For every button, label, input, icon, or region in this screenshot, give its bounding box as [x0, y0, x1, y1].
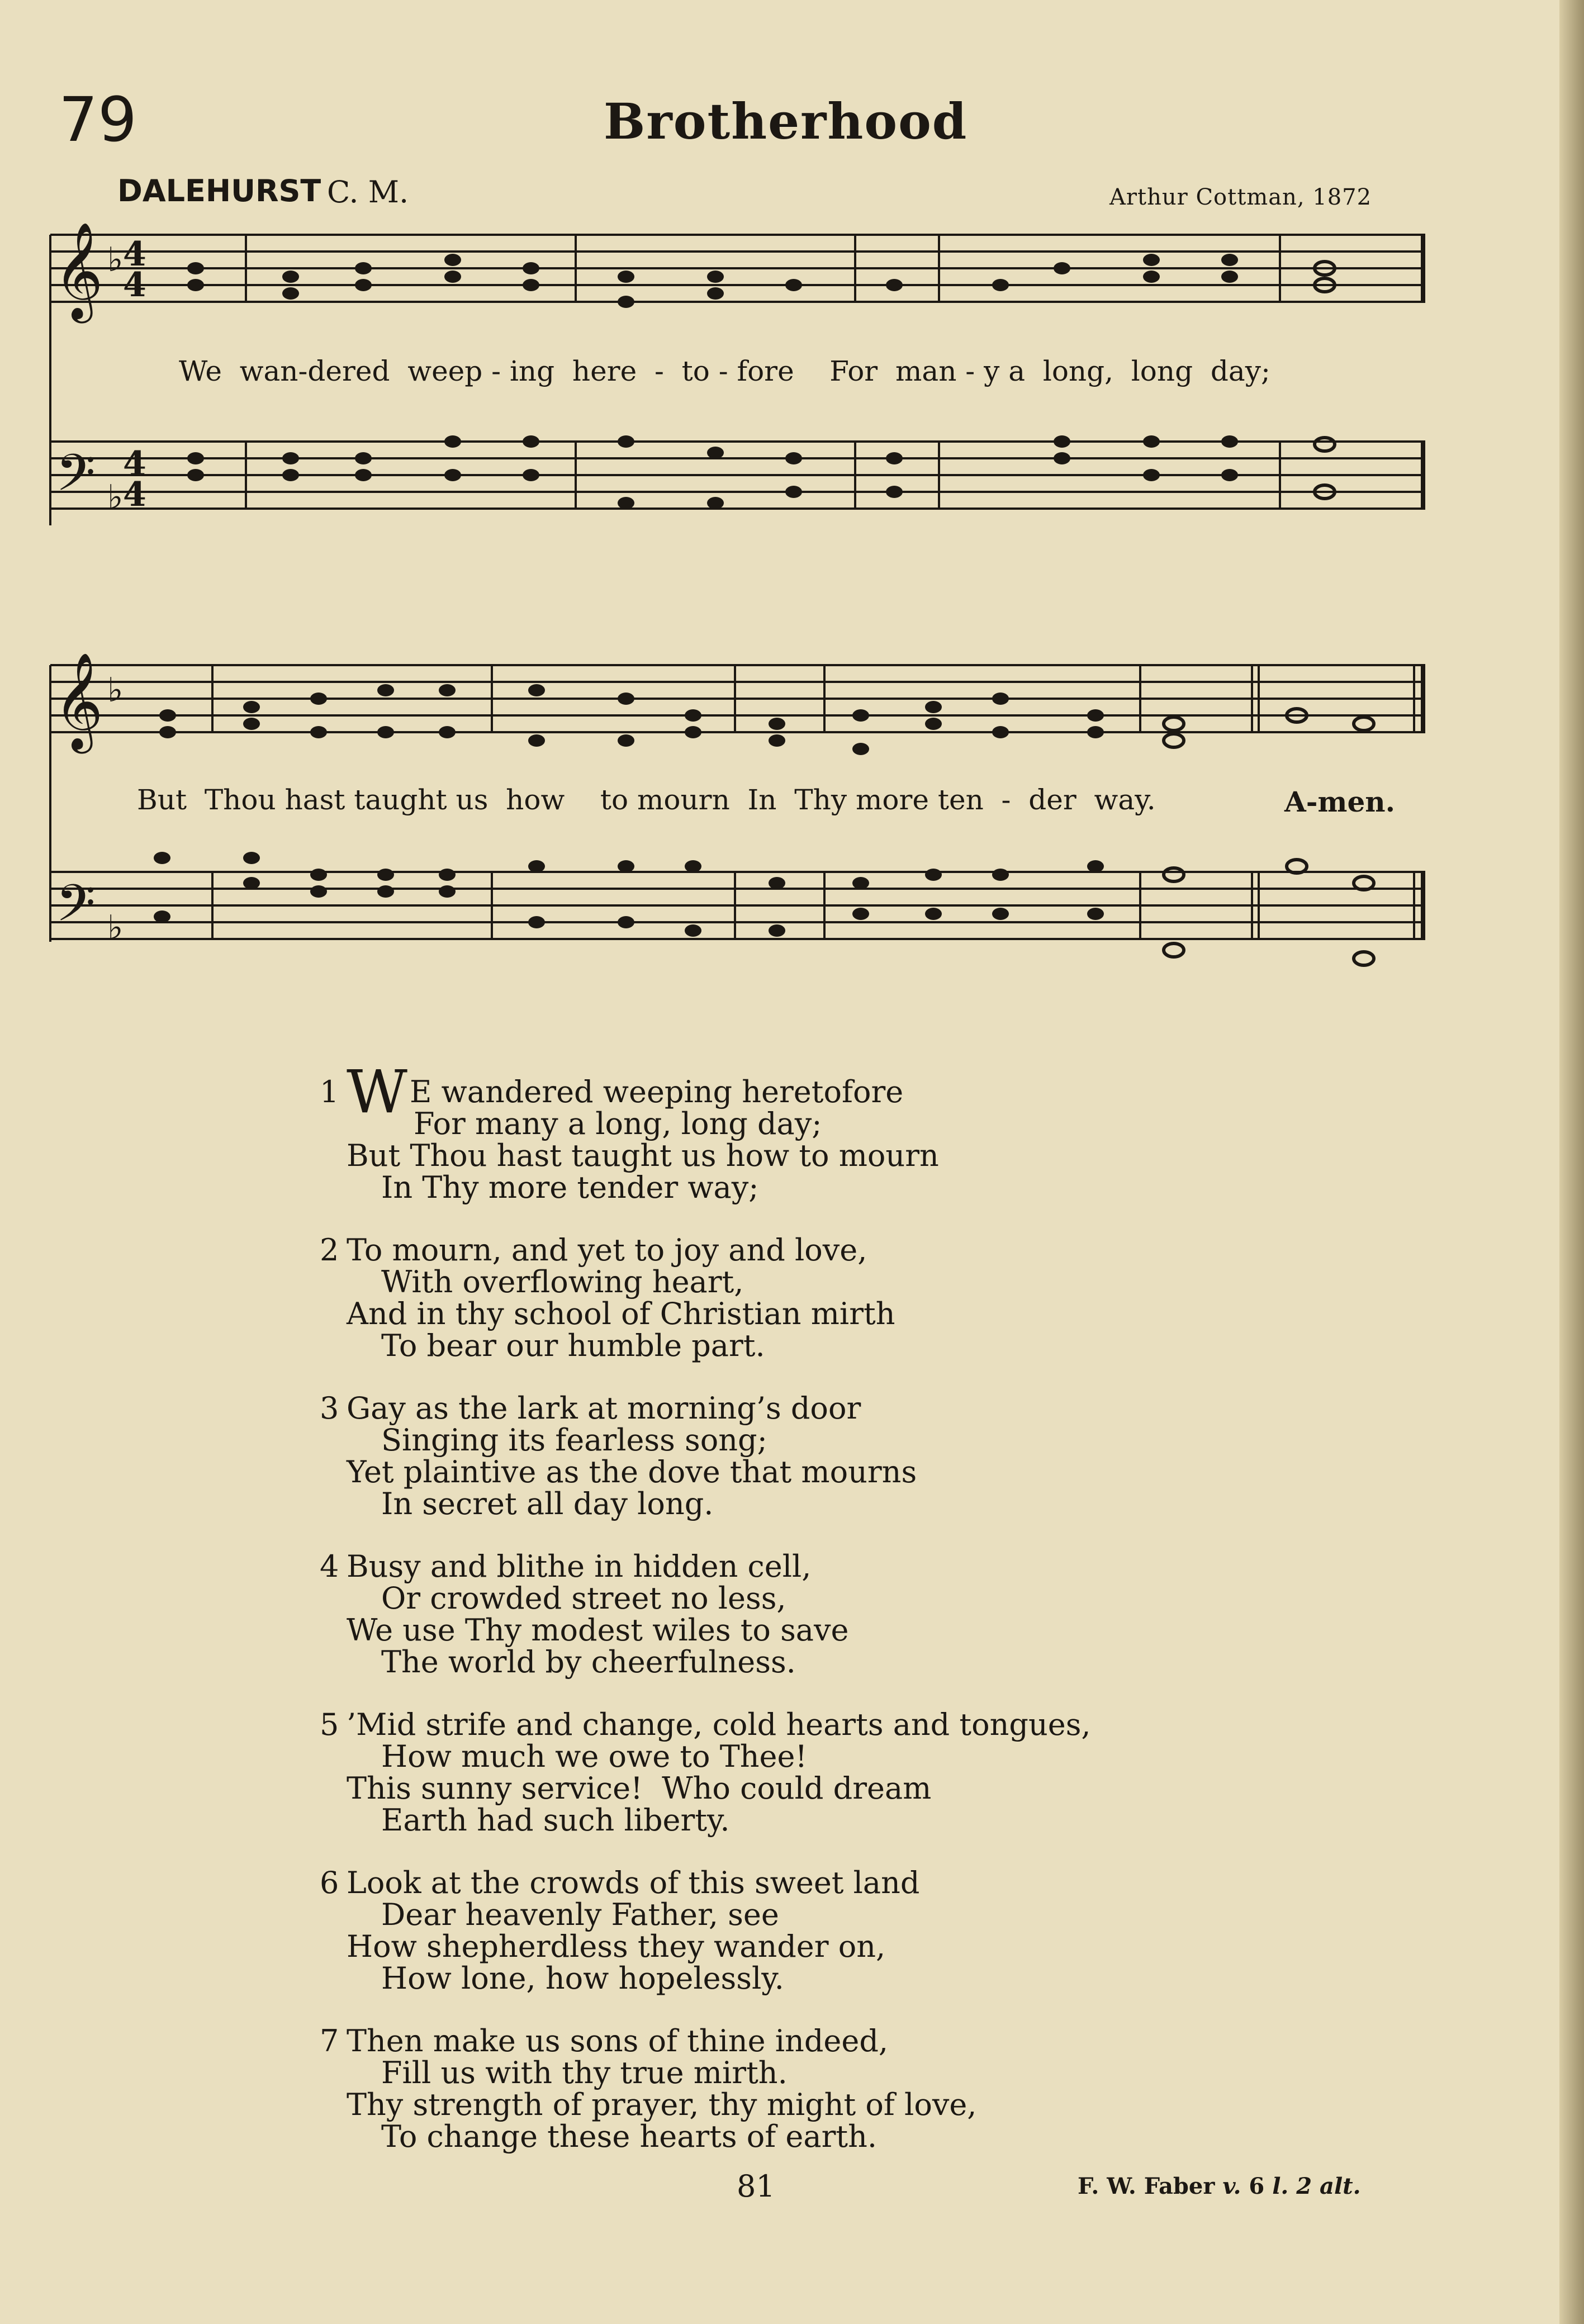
verse-line: With overflowing heart,	[381, 1264, 744, 1299]
verse-line: Or crowded street no less,	[381, 1581, 786, 1616]
svg-text:♭: ♭	[107, 908, 124, 947]
verse-line: Thy strength of prayer, thy might of love,	[347, 2087, 977, 2122]
verse-line: How lone, how hopelessly.	[381, 1961, 784, 1996]
verse-line: But Thou hast taught us how to mourn	[347, 1138, 939, 1173]
verse-first-line: To mourn, and yet to joy and love,	[347, 1232, 867, 1268]
verse-number: 6	[320, 1865, 339, 1900]
verse-line: In Thy more tender way;	[381, 1170, 759, 1205]
music-score	[0, 0, 1584, 1006]
verse-line: In secret all day long.	[381, 1486, 714, 1521]
verse-line	[320, 1391, 1091, 1426]
verse-number: 1	[320, 1074, 339, 1109]
verse-6	[320, 1865, 1091, 1996]
verse-1	[320, 1057, 1091, 1205]
hymn-number: 79	[59, 84, 137, 155]
verse-line: How much we owe to Thee!	[381, 1739, 808, 1774]
verse-first-line: Look at the crowds of this sweet land	[347, 1865, 920, 1900]
verse-4	[320, 1549, 1091, 1680]
author-name: F. W. Faber	[1078, 2173, 1215, 2199]
verse-number: 4	[320, 1549, 339, 1584]
svg-text:𝄢: 𝄢	[56, 443, 96, 515]
verse-first-line: Busy and blithe in hidden cell,	[347, 1549, 812, 1584]
verse-line: Earth had such liberty.	[381, 1803, 730, 1838]
verse-line: Fill us with thy true mirth.	[381, 2055, 788, 2090]
author-note-v: v.	[1222, 2173, 1241, 2199]
verse-first-line: ’Mid strife and change, cold hearts and tongues,	[347, 1707, 1091, 1742]
svg-text:4: 4	[123, 235, 146, 274]
verse-7	[320, 2023, 1091, 2154]
verse-first-line: Gay as the lark at morning’s door	[347, 1391, 861, 1426]
composer: Arthur Cottman, 1872	[1109, 184, 1372, 210]
verse-line	[320, 1549, 1091, 1584]
verse-line	[320, 2023, 1091, 2059]
verse-2	[320, 1232, 1091, 1363]
verse-first-line: Then make us sons of thine indeed,	[347, 2023, 889, 2059]
verse-line: How shepherdless they wander on,	[347, 1929, 886, 1964]
verse-line: We use Thy modest wiles to save	[347, 1612, 849, 1648]
verse-line: The world by cheerfulness.	[381, 1644, 796, 1680]
author-note-num: 6	[1249, 2173, 1265, 2199]
verse-5	[320, 1707, 1091, 1838]
verse-line: To bear our humble part.	[381, 1328, 765, 1363]
verse-number: 7	[320, 2023, 339, 2059]
verse-line: This sunny service! Who could dream	[347, 1771, 932, 1806]
system-1-clefs	[54, 222, 146, 517]
verse-line: To change these hearts of earth.	[381, 2119, 878, 2154]
svg-text:4: 4	[123, 475, 146, 514]
verse-line: Yet plaintive as the dove that mourns	[347, 1454, 917, 1490]
music-lyric-line-2: But Thou hast taught us how to mourn In Thy more ten - der way.	[137, 784, 1156, 816]
verse-number: 2	[320, 1232, 339, 1268]
tune-name: DALEHURST	[117, 173, 321, 208]
verse-line: Dear heavenly Father, see	[381, 1897, 779, 1932]
section-title: Brotherhood	[604, 92, 968, 150]
author-note-l: l.	[1272, 2173, 1289, 2199]
svg-text:𝄞: 𝄞	[54, 222, 103, 319]
page-number: 81	[737, 2169, 775, 2204]
amen-lyric: A-men.	[1284, 785, 1396, 818]
svg-text:4: 4	[123, 444, 146, 483]
svg-text:♭: ♭	[107, 478, 124, 517]
music-lyric-line-1: We wan-dered weep - ing here - to - fore For man - y a long, long day;	[179, 355, 1270, 387]
svg-text:𝄢: 𝄢	[56, 874, 96, 945]
verse-line: For many a long, long day;	[414, 1106, 822, 1141]
tune-meter: C. M.	[327, 174, 409, 210]
verse-3	[320, 1391, 1091, 1521]
svg-text:♭: ♭	[107, 240, 124, 279]
author-note-alt: 2 alt.	[1296, 2173, 1361, 2199]
verse-line	[320, 1232, 1091, 1268]
verse-first-line: E wandered weeping heretofore	[409, 1074, 904, 1109]
verse-line: Singing its fearless song;	[381, 1422, 767, 1458]
verse-number: 3	[320, 1391, 339, 1426]
verse-line	[320, 1865, 1091, 1900]
text-author	[1078, 2173, 1361, 2199]
verses	[320, 1057, 1091, 2183]
verse-number: 5	[320, 1707, 339, 1742]
svg-text:4: 4	[123, 265, 146, 305]
svg-text:𝄞: 𝄞	[54, 652, 103, 750]
svg-text:♭: ♭	[107, 671, 124, 710]
system-2-clefs	[54, 652, 123, 947]
drop-cap: W	[347, 1057, 407, 1126]
verse-line: And in thy school of Christian mirth	[347, 1296, 895, 1331]
verse-line	[320, 1707, 1091, 1742]
system-1-bass-staff	[50, 442, 1425, 509]
